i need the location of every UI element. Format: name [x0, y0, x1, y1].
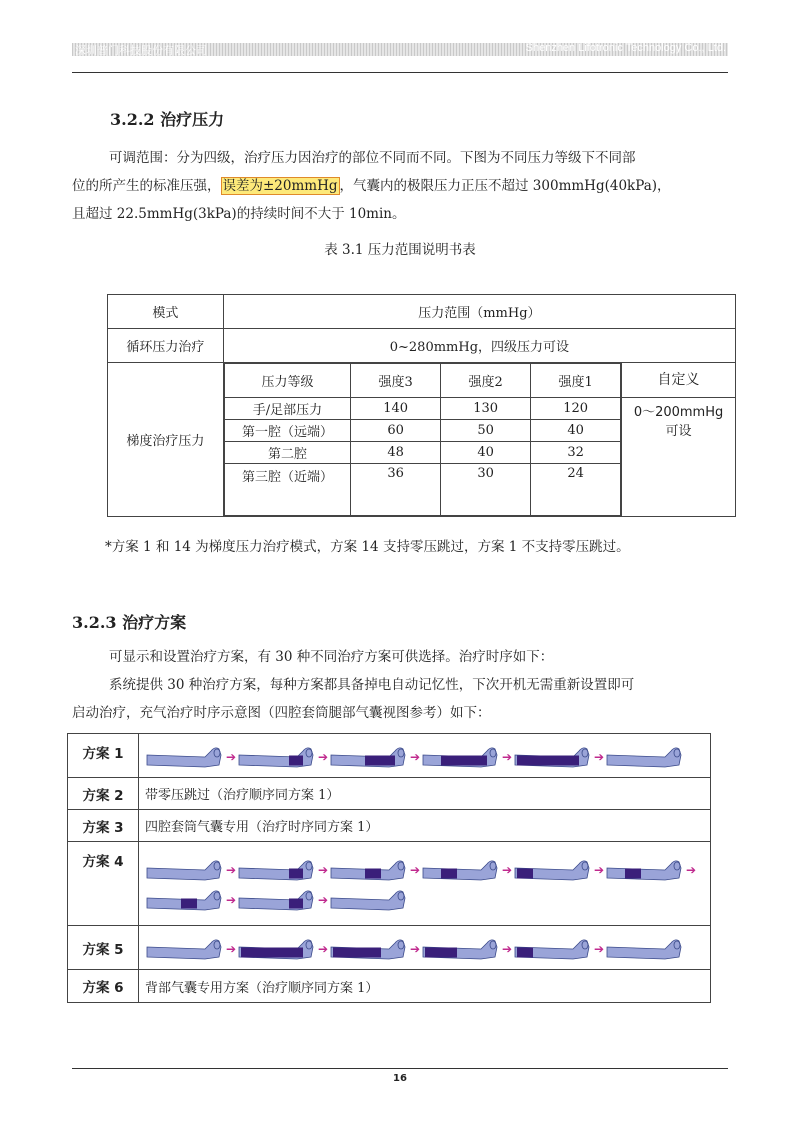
sub-row-v1: 24 [531, 464, 621, 516]
sub-row-v2: 50 [441, 420, 531, 442]
sub-row-name: 第一腔（远端） [224, 420, 350, 442]
plan-label: 方案 5 [68, 926, 139, 970]
inflated-chamber [257, 947, 273, 957]
leg-shape [331, 890, 405, 909]
arrow-right-icon: ➔ [501, 941, 513, 956]
sub-row-v1: 32 [531, 442, 621, 464]
leg-shape [607, 939, 681, 958]
leg-sleeve-icon [145, 935, 225, 963]
leg-sleeve-icon [329, 743, 409, 771]
header-company-en: Shenzhen Lifotronic Technology Co., Ltd. [525, 42, 726, 54]
leg-sleeve-icon [145, 743, 225, 771]
sub-th-strength1: 强度1 [531, 364, 621, 398]
treatment-plan-table [67, 733, 711, 1003]
leg-sleeve-icon [237, 886, 317, 914]
inflated-chamber [241, 947, 257, 957]
arrow-right-icon: ➔ [409, 749, 421, 764]
inflated-chamber [289, 868, 303, 878]
pressure-range-table [107, 294, 736, 517]
sub-row-v3: 36 [351, 464, 441, 516]
arrow-right-icon: ➔ [317, 862, 329, 877]
leg-step [605, 856, 697, 884]
sub-row-v1: 120 [531, 398, 621, 420]
leg-sequence [139, 931, 710, 965]
para-line-2-pre: 位的所产生的标准压强， [72, 178, 221, 194]
arrow-right-icon: ➔ [409, 941, 421, 956]
inflated-chamber [473, 755, 487, 765]
arrow-right-icon: ➔ [593, 862, 605, 877]
plan-description: 带零压跳过（治疗顺序同方案 1） [139, 778, 711, 810]
section-322-title: 3.2.2 治疗压力 [110, 110, 225, 129]
leg-step [237, 743, 329, 771]
leg-sleeve-icon [237, 743, 317, 771]
leg-sequence [139, 739, 710, 773]
leg-shape [147, 939, 221, 958]
th-range: 压力范围（mmHg） [223, 295, 735, 329]
table-footnote: *方案 1 和 14 为梯度压力治疗模式，方案 14 支持零压跳过，方案 1 不支持零压跳过。 [105, 539, 630, 555]
sub-row-v2: 40 [441, 442, 531, 464]
leg-sleeve-icon [513, 935, 593, 963]
custom-value-1: 0～200mmHg [633, 405, 724, 420]
leg-sleeve-icon [421, 856, 501, 884]
sub-th-strength3: 强度3 [351, 364, 441, 398]
inflated-chamber [273, 947, 289, 957]
leg-step [145, 856, 237, 884]
inflated-chamber [333, 947, 349, 957]
arrow-right-icon: ➔ [225, 749, 237, 764]
para-323-line-3: 启动治疗，充气治疗时序示意图（四腔套筒腿部气囊视图参考）如下： [72, 705, 491, 721]
custom-cell [622, 363, 736, 517]
leg-sequence [139, 852, 710, 916]
inflated-chamber [441, 868, 457, 878]
sub-row-name: 第二腔 [224, 442, 350, 464]
para-323-line-1: 可显示和设置治疗方案，有 30 种不同治疗方案可供选择。治疗时序如下： [109, 649, 554, 665]
arrow-right-icon: ➔ [225, 862, 237, 877]
sub-row-name: 第三腔（近端） [224, 464, 350, 516]
inflated-chamber [289, 755, 303, 765]
arrow-right-icon: ➔ [317, 941, 329, 956]
leg-shape [147, 860, 221, 879]
arrow-right-icon: ➔ [593, 941, 605, 956]
inflated-chamber [517, 755, 533, 765]
arrow-right-icon: ➔ [225, 941, 237, 956]
sub-row-v1: 40 [531, 420, 621, 442]
leg-step [513, 743, 605, 771]
leg-shape [607, 747, 681, 766]
arrow-right-icon: ➔ [317, 892, 329, 907]
leg-step [237, 886, 329, 914]
leg-step [513, 935, 605, 963]
sub-row-v3: 60 [351, 420, 441, 442]
arrow-right-icon: ➔ [501, 749, 513, 764]
leg-step [605, 743, 685, 771]
inflated-chamber [425, 947, 441, 957]
gradient-subtable [224, 363, 621, 516]
plan4-sequence [139, 842, 711, 926]
leg-step [421, 935, 513, 963]
inflated-chamber [549, 755, 565, 765]
plan1-sequence [139, 734, 711, 778]
leg-step [145, 886, 237, 914]
para-line-2 [72, 172, 732, 200]
leg-sleeve-icon [421, 743, 501, 771]
page-number: 16 [393, 1073, 407, 1084]
plan-label: 方案 4 [68, 842, 139, 926]
plan5-sequence [139, 926, 711, 970]
arrow-right-icon: ➔ [225, 892, 237, 907]
leg-shape [147, 747, 221, 766]
plan-label: 方案 6 [68, 970, 139, 1003]
leg-shape [607, 860, 681, 879]
custom-value-2: 可设 [665, 424, 692, 439]
row1-value: 0~280mmHg，四级压力可设 [223, 329, 735, 363]
inflated-chamber [457, 755, 473, 765]
leg-sleeve-icon [145, 856, 225, 884]
error-highlight: 误差为±20mmHg [222, 178, 338, 194]
custom-header: 自定义 [622, 363, 735, 398]
plan-description: 四腔套筒气囊专用（治疗时序同方案 1） [139, 810, 711, 842]
para-line-1: 可调范围：分为四级，治疗压力因治疗的部位不同而不同。下图为不同压力等级下不同部 [109, 150, 636, 166]
para-line-3: 且超过 22.5mmHg(3kPa)的持续时间不大于 10min。 [72, 206, 406, 222]
sub-row-v2: 30 [441, 464, 531, 516]
arrow-right-icon: ➔ [501, 862, 513, 877]
footer-rule [72, 1068, 728, 1069]
leg-sleeve-icon [145, 886, 225, 914]
inflated-chamber [181, 898, 197, 908]
inflated-chamber [565, 755, 579, 765]
inflated-chamber [517, 868, 533, 878]
inflated-chamber [365, 868, 381, 878]
leg-step [421, 743, 513, 771]
arrow-right-icon: ➔ [593, 749, 605, 764]
table-caption: 表 3.1 压力范围说明书表 [324, 242, 476, 258]
leg-sleeve-icon [329, 886, 409, 914]
sub-row-name: 手/足部压力 [224, 398, 350, 420]
para-line-2-post: ，气囊内的极限压力正压不超过 300mmHg(40kPa)， [339, 178, 671, 194]
sub-row-v2: 130 [441, 398, 531, 420]
leg-sleeve-icon [329, 856, 409, 884]
th-mode: 模式 [108, 295, 224, 329]
plan-description: 背部气囊专用方案（治疗顺序同方案 1） [139, 970, 711, 1003]
para-323-line-2: 系统提供 30 种治疗方案，每种方案都具备掉电自动记忆性，下次开机无需重新设置即可 [109, 677, 635, 693]
inflated-chamber [349, 947, 365, 957]
inflated-chamber [517, 947, 533, 957]
sub-row-v3: 48 [351, 442, 441, 464]
inflated-chamber [625, 868, 641, 878]
leg-step [237, 856, 329, 884]
section-323-title: 3.2.3 治疗方案 [72, 613, 187, 632]
leg-step [513, 856, 605, 884]
leg-sleeve-icon [605, 856, 685, 884]
leg-shape [423, 860, 497, 879]
header-rule [72, 72, 728, 73]
inflated-chamber [365, 755, 381, 765]
leg-step [421, 856, 513, 884]
leg-sleeve-icon [237, 935, 317, 963]
leg-sleeve-icon [237, 856, 317, 884]
leg-sleeve-icon [513, 743, 593, 771]
section-323-paragraph [72, 643, 732, 727]
arrow-right-icon: ➔ [317, 749, 329, 764]
inflated-chamber [289, 947, 303, 957]
sub-th-level: 压力等级 [224, 364, 350, 398]
inflated-chamber [289, 898, 303, 908]
sub-row-v3: 140 [351, 398, 441, 420]
leg-step [329, 856, 421, 884]
arrow-right-icon: ➔ [685, 862, 697, 877]
row1-mode: 循环压力治疗 [108, 329, 224, 363]
row2-mode: 梯度治疗压力 [108, 363, 224, 517]
leg-step [237, 935, 329, 963]
leg-sleeve-icon [329, 935, 409, 963]
plan-label: 方案 2 [68, 778, 139, 810]
plan-label: 方案 3 [68, 810, 139, 842]
inflated-chamber [365, 947, 381, 957]
header-company-cn: 深圳普门科技股份有限公司 [75, 44, 207, 57]
leg-step [145, 935, 237, 963]
leg-step [145, 743, 237, 771]
leg-step [329, 935, 421, 963]
leg-step [329, 886, 409, 914]
leg-step [329, 743, 421, 771]
gradient-subtable-cell [223, 363, 621, 517]
leg-sleeve-icon [421, 935, 501, 963]
plan-label: 方案 1 [68, 734, 139, 778]
leg-sleeve-icon [513, 856, 593, 884]
leg-step [605, 935, 685, 963]
leg-sleeve-icon [605, 935, 685, 963]
leg-sleeve-icon [605, 743, 685, 771]
inflated-chamber [441, 755, 457, 765]
arrow-right-icon: ➔ [409, 862, 421, 877]
inflated-chamber [441, 947, 457, 957]
sub-th-strength2: 强度2 [441, 364, 531, 398]
inflated-chamber [381, 755, 395, 765]
inflated-chamber [533, 755, 549, 765]
section-322-paragraph [72, 144, 732, 228]
